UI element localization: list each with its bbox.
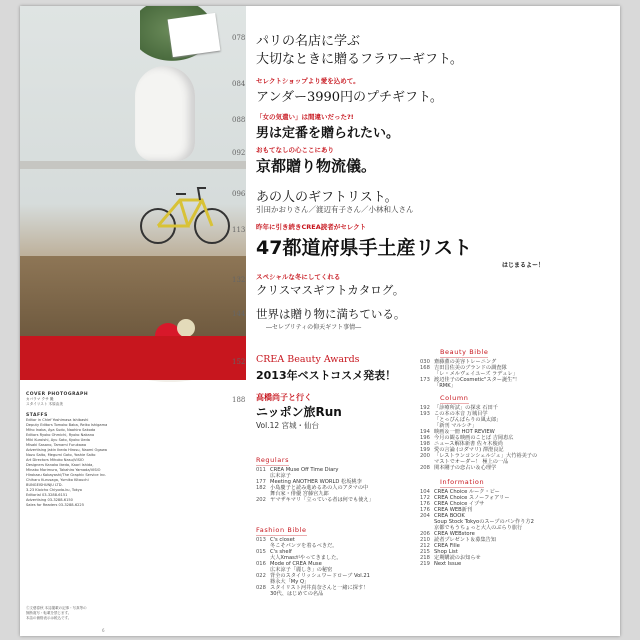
list-item-title: C's closet [270,537,295,543]
list-item-page: 208 [420,465,430,471]
list-item-page: 194 [420,429,430,435]
entry-kicker: セレクトショップより愛を込めて。 [256,77,360,85]
list-item[interactable] [420,561,610,567]
entry-subtitle: 引田かおりさん／渡辺有子さん／小林和人さん [256,205,414,214]
staff-line: Editor in Chief Yoshimasa Ishibashi [26,418,89,422]
list-item-page: 219 [420,561,430,567]
column-list [420,405,610,471]
list-item-title: CREA Choice ルーク・ビー [434,489,500,495]
list-item-title: 「RMK」 [434,383,456,389]
staff-line: Sales for Readers 03-3288-6225 [26,503,84,507]
list-item-title: CREA WEBstore [434,531,475,537]
list-item-title: 今月の観る映画のことば 吉岡恵広 [434,435,514,441]
copyright-line: Ⓒ文藝春秋 本誌掲載の記事・写真等の [26,606,87,610]
cover-photo [20,6,246,336]
entry-title: 大切なときに贈るフラワーギフト。 [256,52,463,67]
list-item-title: 「新刊 マルシチ」 [434,423,478,429]
list-item-title: 30代、はじめての名品 [270,591,324,597]
list-item-page: 168 [420,365,430,371]
staff-line: Minako Morimura, Takahiro Yamada/VISIO [26,468,101,472]
list-item-title: ニュース解体新書 佐々木俊尚 [434,441,503,447]
copyright-line: 本誌の価格表示は税込です。 [26,616,72,620]
list-item-title: 広末涼子 [270,473,291,479]
copyright-line: 無断複写・転載を禁じます。 [26,611,72,615]
list-item-page: 172 [420,495,430,501]
list-item-title: スタイリスト河井真奈さんと一緒に探す！ [270,585,369,591]
staff-line: Miki Kuroishi, Ayu Sato, Kyoko Ueda [26,438,90,442]
list-item[interactable] [256,497,406,503]
list-item-title: 定期購読のお知らせ [434,555,481,561]
entry-page: 188 [232,396,246,404]
red-accent-bar [20,336,246,380]
list-item-page: 176 [420,507,430,513]
list-item-page: 215 [420,549,430,555]
list-item-title: 広末涼子「麗しき」の秘密 [270,567,333,573]
list-item-page: 193 [420,411,430,417]
beauty-list [420,359,610,389]
staff-line: Editors Ryoko Ohmichi, Ryoko Nakano [26,433,95,437]
list-item-title: 吉田昌佐美のブランドの調査隊 [434,365,507,371]
list-item-page: 176 [420,501,430,507]
staff-line: Designers Kanako Ikeda, Kaori Ishida, [26,463,94,467]
beauty-heading: Beauty Bible [440,348,489,356]
entry-subtitle: Vol.12 宮城・仙台 [256,421,320,430]
list-item[interactable] [420,465,610,471]
list-item-page: 015 [256,549,266,555]
staff-line: Nozu Saito, Megumi Goto, Yoshie Saito [26,453,96,457]
list-item-title: CREA WEB新刊 [434,507,473,513]
staff-line: Miho Inaba, Aya Sudo, Naohiro Sakoda [26,428,96,432]
list-item-page: 199 [420,447,430,453]
list-item-title: CREA Choice スノーフォアリー [434,495,510,501]
list-item-page: 218 [420,555,430,561]
regulars-list [256,467,406,503]
entry-page: 078 [232,34,246,42]
list-item-page: 182 [256,485,266,491]
entry-kicker: スペシャルな冬にしてくれる [256,273,341,281]
entry-kicker: 高橋尚子と行く [256,393,312,402]
list-item-title: マストでオーダー！ 極上の一品 [434,459,509,465]
list-item-page: 030 [420,359,430,365]
entry-title: 京都贈り物流儀。 [256,157,377,175]
list-item-page: 104 [420,489,430,495]
bicycle-image [140,176,230,246]
staff-line: Advertising 03-3288-6150 [26,498,73,502]
entry-page: 152 [232,358,246,366]
staff-line: BUNGEISHUNJU LTD. [26,483,63,487]
staff-line: Editorial 03-3288-6151 [26,493,68,497]
list-item-title: C's shelf [270,549,292,555]
list-item-title: CREA BOOK [434,513,465,519]
toc-page [20,6,620,636]
list-item-title: 京都でもうちょっと大人のぶらり旅行 [434,525,523,531]
fashion-heading: Fashion Bible [256,526,307,534]
list-item[interactable] [420,383,610,389]
list-item-title: 篠永大「My Q」 [270,579,310,585]
page-number: 6 [102,628,105,633]
list-item-title: この本の本音 万城目学 [434,411,488,417]
entry-page: 084 [232,80,246,88]
entry-page: 096 [232,190,246,198]
list-item-title: Mode of CREA Muse [270,561,322,567]
entry-title: クリスマスギフトカタログ。 [256,283,405,297]
list-item-page: 210 [420,537,430,543]
list-item-title: 大人Xmasがやってきました。 [270,555,342,561]
list-item-title: 愛の言論 (コダマリ) 澤澄良記 [434,447,504,453]
credit-line: カバラマ クサ 撮 [26,397,54,401]
copyright-notice [26,606,146,621]
list-item-title: 冬こそパンツを着るべきだ。 [270,543,338,549]
list-item-page: 196 [420,435,430,441]
list-item-title: 関本剛子の恋占い＆心理学 [434,465,497,471]
list-item-title: Meeting ANOTHER WORLD 松坂桃李 [270,479,362,485]
entry-tail: はじまるよー！ [502,262,545,269]
list-item-title: Soup Stock Tokyoのスープのパン作り方2 [434,519,534,525]
staff-line: 3-23 Kioicho Chiyoda-ku, Tokyo [26,488,82,492]
staffs-heading: STAFFS [26,413,48,418]
entry-page: 132 [232,276,246,284]
list-item-page: 028 [256,585,266,591]
envelope-image [168,13,221,57]
staff-credits [26,386,144,508]
list-item-title: 「診療所試」の探求 石田千 [434,405,498,411]
list-item-title: 映画＆一冊 HOT REVIEW [434,429,495,435]
entry-kicker: おもてなしの心ここにあり [256,146,334,154]
regulars-heading: Regulars [256,456,290,464]
list-item-title: 「レストランコンシェルジュ」大竹裕美子の [434,453,538,459]
information-heading: Information [440,478,485,486]
shelf-image [20,161,246,169]
cover-photo-heading: COVER PHOTOGRAPH [26,392,89,397]
staff-line: Misaki Sasano, Tamami Furukawa [26,443,87,447]
list-item-title: Shop List [434,549,458,555]
entry-page: 092 [232,149,246,157]
list-item-page: 192 [420,405,430,411]
entry-page: 113 [232,226,246,234]
entry-title: 世界は贈り物に満ちている。 [256,307,406,321]
list-item-page: 202 [256,497,266,503]
list-item-page: 011 [256,467,266,473]
staff-line: Deputy Editors Tomoko Baba, Reiko Ishigama [26,423,108,427]
entry-title: 2013年ベストコスメ発表！ [256,369,397,382]
list-item-page: 022 [256,573,266,579]
white-jug-image [135,66,195,161]
entry-kicker: 「女の気遣い」は間違いだった?! [256,113,354,121]
entry-title: ニッポン旅Run [256,405,342,419]
staff-line: Art Directors Mihoko Nasu/VISIO [26,458,84,462]
list-item-title: ヤマザキマリ「立っている者は何でも使え」 [270,497,374,503]
entry-title: 男は定番を贈られたい。 [256,126,400,141]
entry-title: パリの名店に学ぶ [256,34,361,49]
list-item-title: 「レ・メルヴェイユーズ ラデュレ」 [434,371,518,377]
staff-line: Chiharu Kurusaga, Yumiko Kitauchi [26,478,89,482]
list-item-title: 小島慶子と読み進めるあの人のアタマの中 [270,485,369,491]
list-item-title: 「とっぴんぱらりの風太郎」 [434,417,502,423]
entry-page: 088 [232,116,246,124]
list-item-title: Next Issue [434,561,462,567]
entry-kicker: 昨年に引き続きCREA読者がセレクト [256,223,367,231]
list-item-title: CREA Choice イプサ [434,501,485,507]
entry-title: あの人のギフトリスト。 [256,190,398,205]
list-item-title: 舞台家・俳優 宮藤官九郎 [270,491,329,497]
staff-line: Hirokazu Kobayashi/The Graphic Service Inc. [26,473,107,477]
list-item-title: 渡辺佳子のCosmetic"スター誕生"！ [434,377,520,383]
credit-line: スタイリスト 木原由美 [26,402,63,406]
list-item-title: 齋藤薫の美容トレーニング [434,359,497,365]
list-item-page: 200 [420,453,430,459]
entry-kicker: CREA Beauty Awards [256,354,360,365]
list-item-page: 204 [420,513,430,519]
entry-title: アンダー3990円のプチギフト。 [256,90,443,105]
list-item-title: CREA Fille [434,543,460,549]
staff-list [26,418,144,508]
list-item-page: 177 [256,479,266,485]
list-item[interactable] [256,591,406,597]
list-item-page: 013 [256,537,266,543]
list-item-title: CREA Muse Off Time Diary [270,467,339,473]
list-item-page: 173 [420,377,430,383]
staff-line: Advertising Jakin Ikeda Hirosu, Naomi Ogawa [26,448,107,452]
entry-subtitle: ―セレブリティの仰天ギフト事情― [266,324,362,331]
list-item-page: 198 [420,441,430,447]
list-item-page: 206 [420,531,430,537]
list-item-title: 背全のスタイリッシュワードローブ Vol.21 [270,573,370,579]
entry-page: 144 [232,310,246,318]
list-item-page: 212 [420,543,430,549]
column-heading: Column [440,394,469,402]
list-item-title: 読者プレゼント＆募集告知 [434,537,497,543]
fashion-list [256,537,406,597]
information-list [420,489,610,567]
entry-title: 47都道府県手土産リスト [256,237,473,259]
list-item-page: 016 [256,561,266,567]
